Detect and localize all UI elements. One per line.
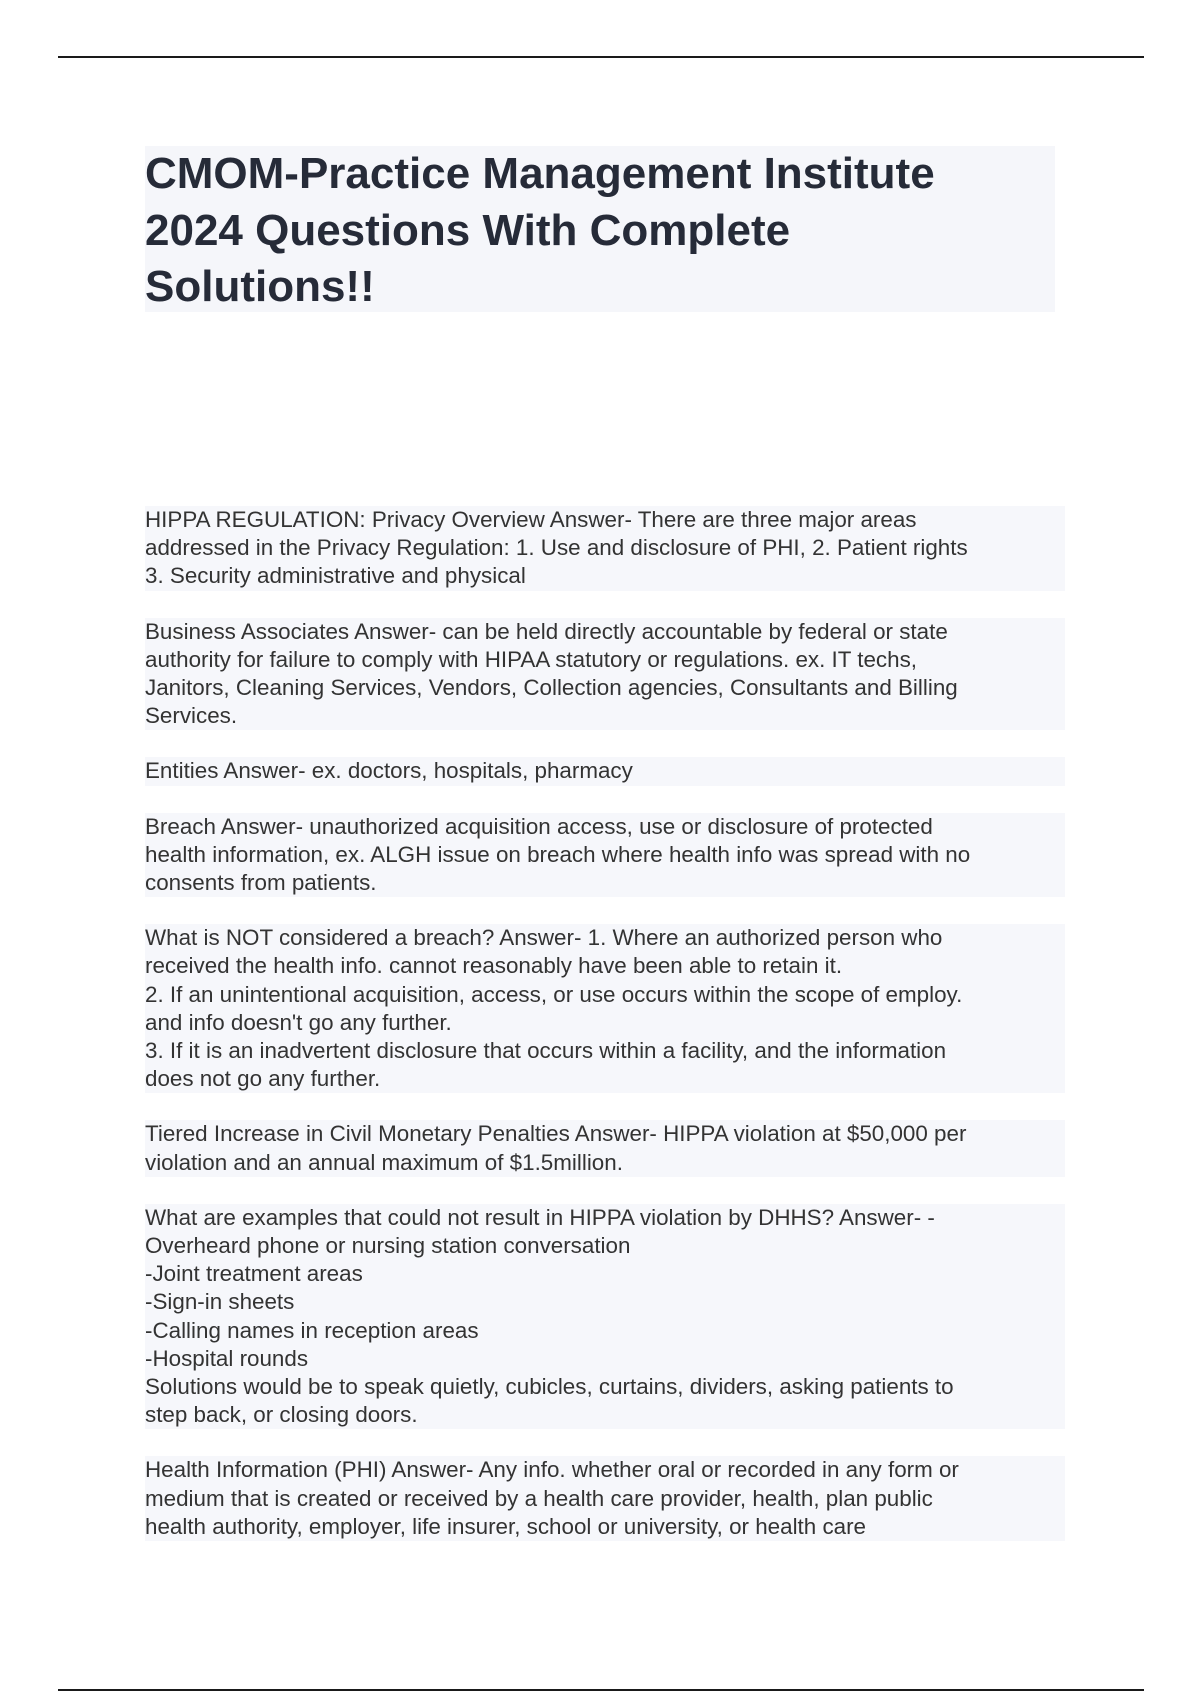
qa-entry-breach — [145, 813, 1065, 898]
text-line: Entities Answer- ex. doctors, hospitals, pharmacy — [145, 758, 633, 784]
text-line: Health Information (PHI) Answer- Any info. whether oral or recorded in any form or — [145, 1457, 959, 1483]
text-line: health information, ex. ALGH issue on breach where health info was spread with no — [145, 841, 971, 867]
qa-entry-not-breach — [145, 924, 1065, 1093]
text-line: received the health info. cannot reasonably have been able to retain it. — [145, 953, 843, 979]
text-line: Overheard phone or nursing station conversation — [145, 1233, 631, 1259]
text-line: 3. If it is an inadvertent disclosure that occurs within a facility, and the information — [145, 1038, 947, 1064]
title-block — [145, 146, 1055, 312]
text-line: consents from patients. — [145, 870, 377, 896]
text-line: What is NOT considered a breach? Answer- 1. Where an authorized person who — [145, 925, 943, 951]
text-line: -Hospital rounds — [145, 1345, 309, 1371]
text-line: Janitors, Cleaning Services, Vendors, Collection agencies, Consultants and Billing — [145, 675, 958, 701]
qa-content — [145, 506, 1065, 1568]
text-line: Breach Answer- unauthorized acquisition access, use or disclosure of protected — [145, 813, 933, 839]
title-line: Solutions!! — [145, 262, 375, 311]
title-line: 2024 Questions With Complete — [145, 205, 791, 255]
text-line: 2. If an unintentional acquisition, access, or use occurs within the scope of employ. — [145, 981, 963, 1007]
qa-entry-entities — [145, 757, 1065, 785]
qa-entry-privacy-overview — [145, 506, 1065, 591]
qa-entry-health-information — [145, 1456, 1065, 1541]
text-line: and info doesn't go any further. — [145, 1009, 452, 1035]
text-line: 3. Security administrative and physical — [145, 563, 526, 589]
text-line: -Joint treatment areas — [145, 1261, 363, 1287]
text-line: Business Associates Answer- can be held directly accountable by federal or state — [145, 618, 948, 644]
text-line: health authority, employer, life insurer, school or university, or health care — [145, 1513, 867, 1539]
text-line: -Calling names in reception areas — [145, 1317, 479, 1343]
text-line: -Sign-in sheets — [145, 1289, 295, 1315]
qa-entry-civil-penalties — [145, 1120, 1065, 1176]
text-line: medium that is created or received by a health care provider, health, plan public — [145, 1485, 933, 1511]
top-divider — [58, 56, 1144, 58]
text-line: violation and an annual maximum of $1.5million. — [145, 1149, 623, 1175]
title-line: CMOM-Practice Management Institute — [145, 149, 935, 198]
text-line: HIPPA REGULATION: Privacy Overview Answer- There are three major areas — [145, 507, 917, 532]
qa-entry-business-associates — [145, 618, 1065, 731]
text-line: authority for failure to comply with HIPAA statutory or regulations. ex. IT techs, — [145, 646, 917, 672]
text-line: step back, or closing doors. — [145, 1402, 418, 1428]
text-line: does not go any further. — [145, 1066, 381, 1092]
text-line: Services. — [145, 703, 238, 729]
text-line: What are examples that could not result in HIPPA violation by DHHS? Answer- - — [145, 1204, 935, 1230]
text-line: Solutions would be to speak quietly, cubicles, curtains, dividers, asking patients to — [145, 1374, 954, 1400]
text-line: Tiered Increase in Civil Monetary Penalties Answer- HIPPA violation at $50,000 per — [145, 1121, 967, 1147]
document-title — [145, 146, 1055, 316]
bottom-divider — [58, 1689, 1144, 1691]
text-line: addressed in the Privacy Regulation: 1. Use and disclosure of PHI, 2. Patient rights — [145, 535, 968, 561]
qa-entry-no-violation-examples — [145, 1204, 1065, 1430]
